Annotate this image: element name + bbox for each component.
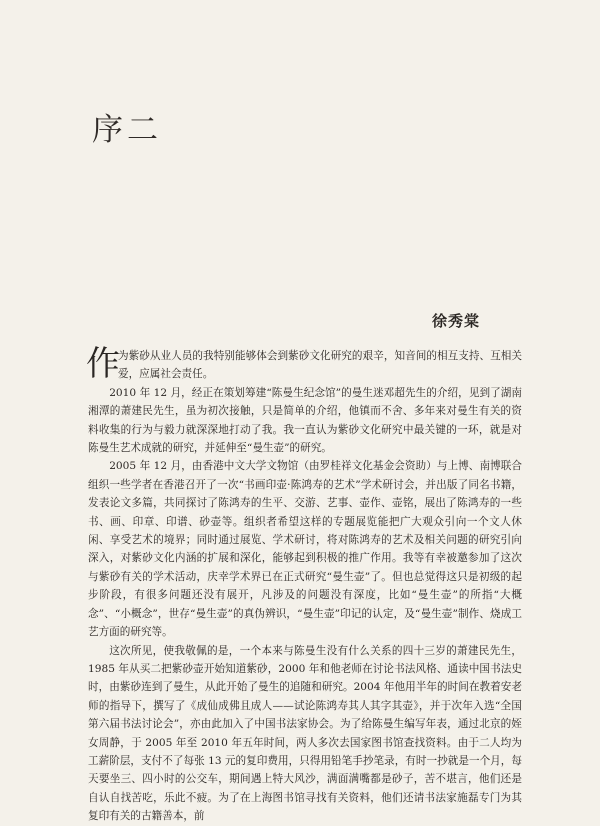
first-paragraph — [86, 344, 522, 384]
page-title: 序二 — [92, 112, 162, 148]
paragraph: 2005 年 12 月，由香港中文大学文物馆（由罗桂祥文化基金会资助）与上博、南博联合组织一些学者在香港召开了一次“书画印壶·陈鸿寿的艺术”学术研讨会，并出版了同名书籍，发表论文多篇，共同探讨了陈鸿寿的生平、交游、艺事、壶作、壶铭，展出了陈鸿寿的一些书、画、印章、印谱、砂壶等。组织者希望这样的专题展览能把广大观众引向一个文人休闲、享受艺术的境界；同时通过展览、学术研讨，将对陈鸿寿的艺术及相关问题的研究引向深入，对紫砂文化内涵的扩展和深化，能够起到积极的推广作用。我等有幸被邀参加了这次与紫砂有关的学术活动，庆幸学术界已在正式研究“曼生壶”了。但也总觉得这只是初级的起步阶段，有很多问题还没有展开，凡涉及的问题没有深度，比如“曼生壶”的所指“大概念”、“小概念”，世存“曼生壶”的真伪辨识，“曼生壶”印记的认定，及“曼生壶”制作、烧成工艺方面的研究等。 — [88, 460, 522, 639]
first-paragraph-text: 为紫砂从业人员的我特别能够体会到紫砂文化研究的艰辛，知音间的相互支持、互相关爱，应属社会责任。 — [118, 350, 522, 381]
paragraph: 2010 年 12 月，经正在策划筹建“陈曼生纪念馆”的曼生迷邓超先生的介绍，见到了湖南湘潭的萧建民先生，虽为初次接触，只是简单的介绍，他镇而不舍、多年来对曼生有关的资料收集的行为与毅力就深深地打动了我。我一直认为紫砂文化研究中最关键的一环，就是对陈曼生艺术成就的研究，并延伸至“曼生壶”的研究。 — [88, 386, 522, 455]
paragraph: 这次所见，使我敬佩的是，一个本来与陈曼生没有什么关系的四十三岁的萧建民先生，1985 年从买二把紫砂壶开始知道紫砂，2000 年和他老师在讨论书法风格、通读中国书法史时，由紫砂连到了曼生，从此开始了曼生的追随和研究。2004 年他用半年的时间在教着安老师的指导下，撰写了《成仙成佛且成人——试论陈鸿寿其人其字其壶》，并于次年入选“全国第六届书法讨论会”，亦由此加入了中国书法家协会。为了给陈曼生编写年表，通过北京的姪女周静，于 2005 年至 2010 年五年时间，两人多次去国家图书馆查找资料。由于二人均为工薪阶层，支付不了每张 13 元的复印费用，只得用铅笔手抄笔录，有时一抄就是一个月，每天要坐三、四小时的公交车，期间遇上特大风沙，满面满嘴都是砂子，苦不堪言，他们还是自认自找苦吃，乐此不疲。为了在上海图书馆寻找有关资料，他们还请书法家施磊专门为其复印有关的古籍善本，前 — [88, 644, 522, 823]
article-body — [86, 344, 522, 826]
author-name: 徐秀棠 — [432, 312, 481, 330]
drop-cap: 作 — [86, 344, 120, 384]
